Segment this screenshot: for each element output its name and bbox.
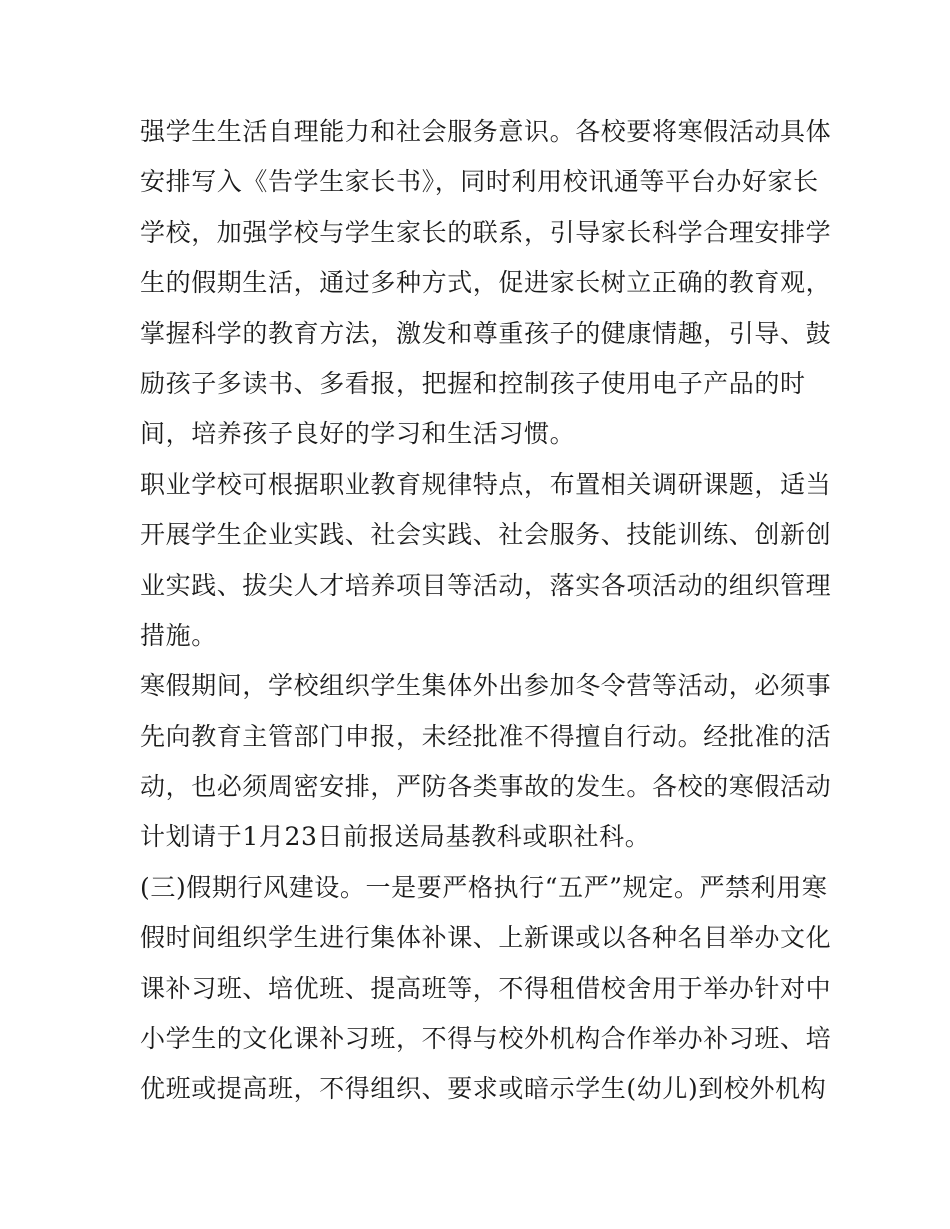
text-line: 业实践、拔尖人才培养项目等活动，落实各项活动的组织管理	[140, 570, 832, 600]
text-line: 课补习班、培优班、提高班等，不得租借校舍用于举办针对中	[140, 973, 832, 1003]
text-line: 优班或提高班，不得组织、要求或暗示学生(幼儿)到校外机构	[140, 1074, 827, 1104]
text-line: 励孩子多读书、多看报，把握和控制孩子使用电子产品的时	[140, 368, 806, 398]
text-line: 安排写入《告学生家长书》，同时利用校讯通等平台办好家长	[140, 167, 819, 197]
text-line: 职业学校可根据职业教育规律特点，布置相关调研课题，适当	[140, 469, 832, 499]
text-line: 间，培养孩子良好的学习和生活习惯。	[140, 419, 576, 449]
document-body	[140, 107, 832, 1115]
text-line: 动，也必须周密安排，严防各类事故的发生。各校的寒假活动	[140, 772, 832, 802]
text-line: (三)假期行风建设。一是要严格执行“五严”规定。严禁利用寒	[140, 872, 828, 902]
text-line: 先向教育主管部门申报，未经批准不得擅自行动。经批准的活	[140, 721, 832, 751]
text-line: 措施。	[140, 620, 217, 650]
text-line: 生的假期生活，通过多种方式，促进家长树立正确的教育观，	[140, 268, 832, 298]
text-line: 小学生的文化课补习班，不得与校外机构合作举办补习班、培	[140, 1024, 832, 1054]
text-line: 寒假期间，学校组织学生集体外出参加冬令营等活动，必须事	[140, 671, 832, 701]
text-line: 掌握科学的教育方法，激发和尊重孩子的健康情趣，引导、鼓	[140, 318, 832, 348]
text-line: 计划请于1月23日前报送局基教科或职社科。	[140, 822, 651, 852]
text-line: 开展学生企业实践、社会实践、社会服务、技能训练、创新创	[140, 520, 832, 550]
text-line: 学校，加强学校与学生家长的联系，引导家长科学合理安排学	[140, 217, 832, 247]
text-line: 假时间组织学生进行集体补课、上新课或以各种名目举办文化	[140, 923, 832, 953]
text-line: 强学生生活自理能力和社会服务意识。各校要将寒假活动具体	[140, 117, 832, 146]
